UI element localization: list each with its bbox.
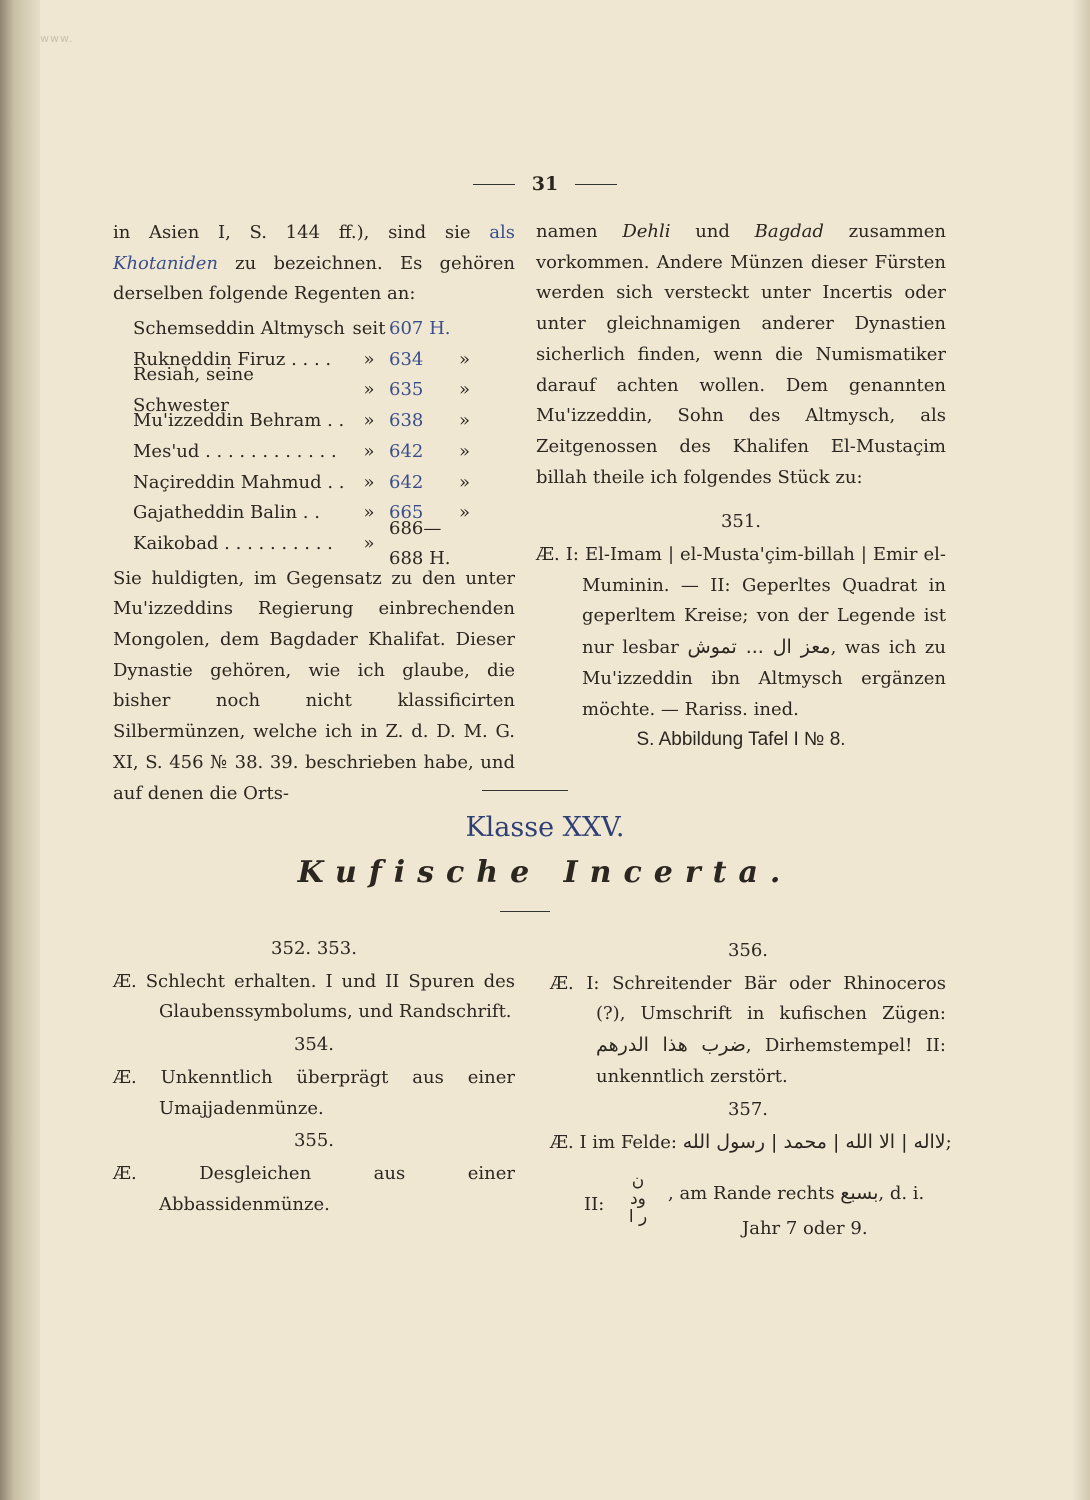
bottom-left-column bbox=[113, 932, 515, 1220]
right-column bbox=[536, 217, 946, 756]
entry-352: Æ. Schlecht erhalten. I und II Spuren des Glaubenssymbolums, und Randschrift. bbox=[113, 970, 515, 1023]
entry-number-351: 351. bbox=[720, 511, 762, 533]
ruler-row: Schemseddin Altmysch seit 607 H. bbox=[133, 318, 451, 340]
ruler-row: Resiah, seine Schwester » 635 » bbox=[133, 364, 471, 416]
entry-351: Æ. I: El-Imam | el-Musta'çim-billah | Emir el-Muminin. — II: Geperltes Quadrat in geperltem Kreise; von der Legende ist nur lesbar معز ال ... تموش, was ich zu Mu'izzeddin ibn Altmysch ergänzen möchte. — Rariss. ined. bbox=[536, 544, 946, 720]
entry-357: Æ. I im Felde: لااله | الا الله | محمد | رسول الله; bbox=[550, 1131, 952, 1154]
arabic-legend: ضرب هذا الدرهم bbox=[596, 1034, 746, 1057]
page-number: 31 bbox=[531, 173, 559, 195]
dehli-term: Dehli bbox=[622, 221, 671, 242]
section-class-heading: Klasse XXV. bbox=[465, 812, 625, 843]
entry-number-357: 357. bbox=[727, 1098, 769, 1120]
intro-paragraph: in Asien I, S. 144 ff.), sind sie als Khotaniden zu bezeichnen. Es gehören derselben folgende Regenten an: bbox=[113, 222, 515, 305]
reverse-text: , am Rande rechts بسبع, d. i. bbox=[668, 1182, 925, 1204]
entry-356: Æ. I: Schreitender Bär oder Rhinoceros (?), Umschrift in kufischen Zügen: ضرب هذا الدرهم, Dirhemstempel! II: unkenntlich zerstört. bbox=[550, 972, 946, 1087]
left-column bbox=[113, 218, 515, 809]
ruler-row: Kaikobad . . . . . . . . . . » 686—688 H. bbox=[133, 517, 451, 570]
ruler-row: Gajatheddin Balin . . » 665 » bbox=[133, 502, 471, 524]
bagdad-term: Bagdad bbox=[754, 221, 824, 242]
reverse-year: Jahr 7 oder 9. bbox=[742, 1218, 868, 1239]
reverse-label: II: bbox=[584, 1194, 605, 1215]
ruler-row: Mes'ud . . . . . . . . . . . . » 642 » bbox=[133, 440, 471, 462]
watermark: www. bbox=[40, 32, 74, 45]
page-edge-right bbox=[1072, 0, 1090, 1500]
entry-354: Æ. Unkenntlich überprägt aus einer Umajjadenmünze. bbox=[113, 1066, 515, 1119]
arabic-legend: لااله | الا الله | محمد | رسول الله bbox=[682, 1131, 946, 1154]
entry-355: Æ. Desgleichen aus einer Abbassidenmünze. bbox=[113, 1162, 515, 1215]
continuation-paragraph: namen Dehli und Bagdad zusammen vorkommen. Andere Münzen dieser Fürsten werden sich versteckt unter Incertis oder unter gleichnamigen anderer Dynastien sicherlich finden, wenn die Numismatiker darauf achten wollen. Dem genannten Mu'izzeddin, Sohn des Altmysch, als Zeitgenossen des Khalifen El-Mustaçim billah theile ich folgendes Stück zu: bbox=[536, 221, 947, 488]
entry-number-356: 356. bbox=[727, 940, 769, 961]
rulers-list bbox=[133, 314, 515, 570]
header-rule-left bbox=[473, 184, 515, 185]
section-divider bbox=[482, 790, 568, 791]
header-rule-right bbox=[575, 184, 617, 185]
ruler-row: Rukneddin Firuz . . . . » 634 » bbox=[133, 348, 471, 370]
entry-number-354: 354. bbox=[293, 1034, 335, 1056]
section-title: Kufische Incerta. bbox=[297, 855, 793, 890]
ruler-row: Mu'izzeddin Behram . . » 638 » bbox=[133, 410, 471, 432]
section-divider-small bbox=[500, 911, 550, 912]
arabic-legend: معز ال ... تموش bbox=[687, 636, 831, 659]
page-gutter-shadow bbox=[0, 0, 40, 1500]
entry-number-352: 352. 353. bbox=[271, 938, 357, 959]
ruler-row: Naçireddin Mahmud . . » 642 » bbox=[133, 471, 471, 493]
arabic-stacked-letters: ن ود ر ا bbox=[628, 1171, 648, 1227]
bottom-right-column bbox=[550, 934, 952, 1159]
illustration-reference: S. Abbildung Tafel I № 8. bbox=[636, 729, 846, 751]
entry-number-355: 355. bbox=[293, 1130, 335, 1152]
dynasty-paragraph: Sie huldigten, im Gegensatz zu den unter Mu'izzeddins Regierung einbrechenden Mongolen, dem Bagdader Khalifat. Dieser Dynastie gehören, wie ich glaube, die bisher noch nicht klassificirten Silbermünzen, welche ich in Z. d. D. M. G. XI, S. 456 № 38. 39. beschrieben habe, und auf denen die Orts- bbox=[113, 567, 515, 804]
khotaniden-term: Khotaniden bbox=[113, 252, 218, 274]
page-header bbox=[0, 173, 1090, 195]
